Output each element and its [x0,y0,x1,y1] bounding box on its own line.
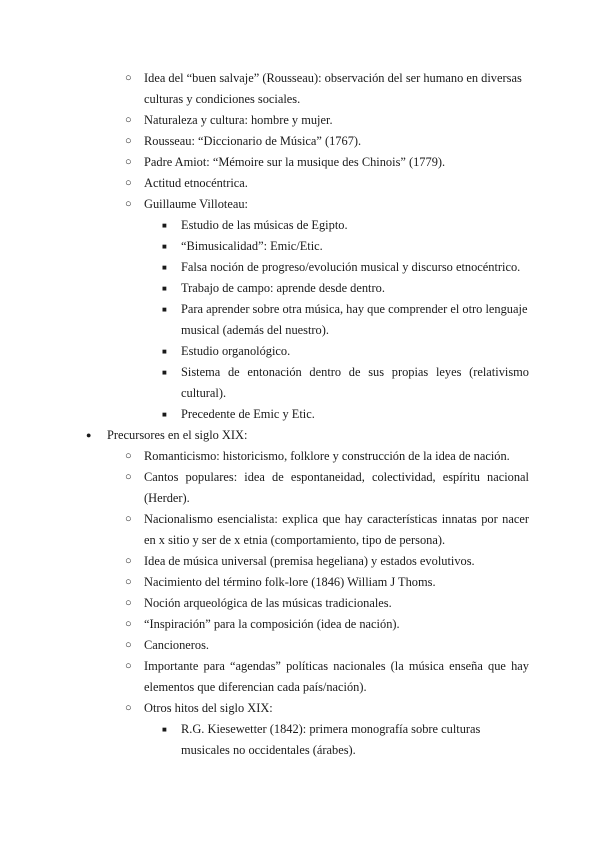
hollow-circle-bullet-icon: ○ [125,450,132,462]
hollow-circle-bullet-icon: ○ [125,555,132,567]
list-item [0,110,600,131]
list-item-text: Cantos populares: idea de espontaneidad, colectividad, espíritu nacional (Herder). [144,470,529,505]
list-item [0,509,600,551]
list-item-text: Actitud etnocéntrica. [144,176,248,190]
list-item [0,68,600,110]
list-item [0,236,600,257]
list-item-text: Sistema de entonación dentro de sus propias leyes (relativismo cultural). [181,365,529,400]
list-item [0,467,600,509]
square-bullet-icon: ■ [162,368,167,377]
hollow-circle-bullet-icon: ○ [125,198,132,210]
hollow-circle-bullet-icon: ○ [125,513,132,525]
list-item-text: R.G. Kiesewetter (1842): primera monografía sobre culturas musicales no occidentales (árabes). [181,722,481,757]
list-item-text: Rousseau: “Diccionario de Música” (1767). [144,134,362,148]
list-item-text: Falsa noción de progreso/evolución musical y discurso etnocéntrico. [181,260,521,274]
list-item [0,131,600,152]
list-item [0,299,600,341]
list-item-text: Importante para “agendas” políticas nacionales (la música enseña que hay elementos que diferencian cada país/nación). [144,659,529,694]
list-item-text: Estudio de las músicas de Egipto. [181,218,348,232]
filled-circle-bullet-icon: ● [86,430,92,440]
list-item [0,614,600,635]
list-item-text: Guillaume Villoteau: [144,197,248,211]
square-bullet-icon: ■ [162,284,167,293]
square-bullet-icon: ■ [162,242,167,251]
square-bullet-icon: ■ [162,263,167,272]
list-item-text: Nacionalismo esencialista: explica que hay características innatas por nacer en x sitio y ser de x etnia (comportamiento, tipo de persona). [144,512,529,547]
list-item-text: Precursores en el siglo XIX: [107,428,248,442]
hollow-circle-bullet-icon: ○ [125,72,132,84]
list-item [0,404,600,425]
list-item [0,656,600,698]
hollow-circle-bullet-icon: ○ [125,576,132,588]
square-bullet-icon: ■ [162,305,167,314]
list-item-text: Cancioneros. [144,638,210,652]
list-item-text: “Inspiración” para la composición (idea de nación). [144,617,400,631]
list-item-text: Naturaleza y cultura: hombre y mujer. [144,113,333,127]
list-item-text: Para aprender sobre otra música, hay que comprender el otro lenguaje musical (además del nuestro). [181,302,528,337]
list-item-text: Idea del “buen salvaje” (Rousseau): observación del ser humano en diversas culturas y condiciones sociales. [144,71,522,106]
hollow-circle-bullet-icon: ○ [125,702,132,714]
list-item [0,278,600,299]
list-item-text: Precedente de Emic y Etic. [181,407,315,421]
outline-list [0,68,600,761]
list-item-text: Idea de música universal (premisa hegeliana) y estados evolutivos. [144,554,475,568]
list-item [0,257,600,278]
hollow-circle-bullet-icon: ○ [125,135,132,147]
list-item-text: Padre Amiot: “Mémoire sur la musique des Chinois” (1779). [144,155,446,169]
hollow-circle-bullet-icon: ○ [125,177,132,189]
list-item [0,152,600,173]
list-item-text: “Bimusicalidad”: Emic/Etic. [181,239,323,253]
list-item-text: Nacimiento del término folk-lore (1846) William J Thoms. [144,575,436,589]
square-bullet-icon: ■ [162,725,167,734]
list-item [0,635,600,656]
square-bullet-icon: ■ [162,221,167,230]
list-item [0,215,600,236]
hollow-circle-bullet-icon: ○ [125,618,132,630]
list-item-text: Trabajo de campo: aprende desde dentro. [181,281,385,295]
square-bullet-icon: ■ [162,410,167,419]
hollow-circle-bullet-icon: ○ [125,597,132,609]
hollow-circle-bullet-icon: ○ [125,660,132,672]
square-bullet-icon: ■ [162,347,167,356]
list-item-text: Noción arqueológica de las músicas tradicionales. [144,596,392,610]
hollow-circle-bullet-icon: ○ [125,471,132,483]
list-item [0,698,600,719]
list-item [0,593,600,614]
list-item-text: Romanticismo: historicismo, folklore y construcción de la idea de nación. [144,449,510,463]
list-item [0,341,600,362]
list-item [0,446,600,467]
list-item [0,173,600,194]
hollow-circle-bullet-icon: ○ [125,156,132,168]
list-item [0,572,600,593]
list-item [0,194,600,215]
hollow-circle-bullet-icon: ○ [125,639,132,651]
list-item-text: Otros hitos del siglo XIX: [144,701,273,715]
list-item [0,425,600,446]
list-item-text: Estudio organológico. [181,344,291,358]
list-item [0,551,600,572]
list-item [0,362,600,404]
hollow-circle-bullet-icon: ○ [125,114,132,126]
list-item [0,719,600,761]
